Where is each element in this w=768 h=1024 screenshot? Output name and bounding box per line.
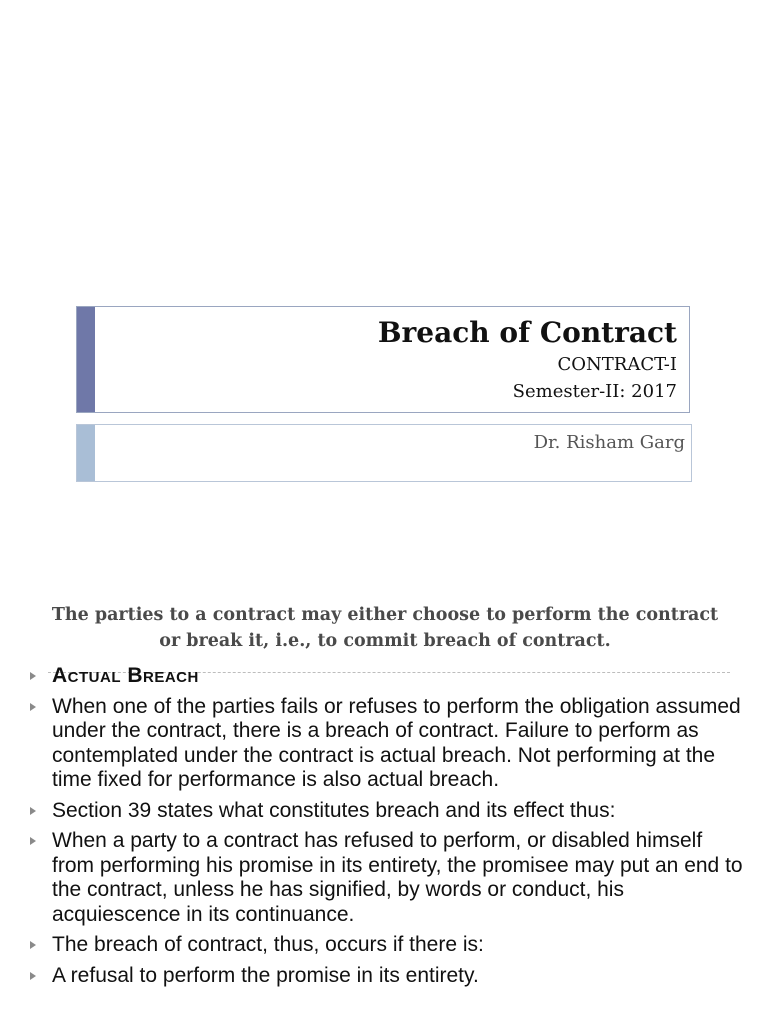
- triangle-bullet-icon: [30, 703, 36, 711]
- triangle-bullet-icon: [30, 672, 36, 680]
- bullet-list: [28, 664, 748, 994]
- course-name: CONTRACT-I: [557, 354, 677, 376]
- triangle-bullet-icon: [30, 837, 36, 845]
- list-item: [28, 933, 748, 958]
- title-block: [378, 317, 677, 405]
- bullet-text: Actual Breach: [52, 664, 199, 687]
- bullet-text: A refusal to perform the promise in its entirety.: [52, 963, 479, 987]
- list-item: [28, 964, 748, 989]
- content-heading: The parties to a contract may either choose to perform the contract or break it, i.e., to commit breach of contract.: [51, 605, 719, 651]
- author-name: Dr. Risham Garg: [533, 432, 685, 453]
- title-accent-bar: [77, 307, 95, 412]
- bullet-text: When a party to a contract has refused to perform, or disabled himself from performing his promise in its entirety, the promisee may put an end to the contract, unless he has signified, by words or conduct, his acquiescence in its continuance.: [52, 829, 743, 926]
- triangle-bullet-icon: [30, 807, 36, 815]
- bullet-text: When one of the parties fails or refuses to perform the obligation assumed under the contract, there is a breach of contract. Failure to perform as contemplated under the contract is actual breach. Not performing at the time fixed for performance is also actual breach.: [52, 694, 741, 791]
- author-box: [76, 424, 692, 482]
- semester-label: Semester-II: 2017: [512, 381, 677, 403]
- list-item: [28, 695, 748, 793]
- list-item: [28, 829, 748, 927]
- list-item: [28, 664, 748, 689]
- slide-title: Breach of Contract: [377, 316, 677, 349]
- bullet-text: Section 39 states what constitutes breach and its effect thus:: [52, 798, 616, 822]
- list-item: [28, 799, 748, 824]
- bullet-text: The breach of contract, thus, occurs if there is:: [52, 933, 484, 956]
- title-box: [76, 306, 690, 413]
- triangle-bullet-icon: [30, 941, 36, 949]
- triangle-bullet-icon: [30, 972, 36, 980]
- author-accent-bar: [77, 425, 95, 481]
